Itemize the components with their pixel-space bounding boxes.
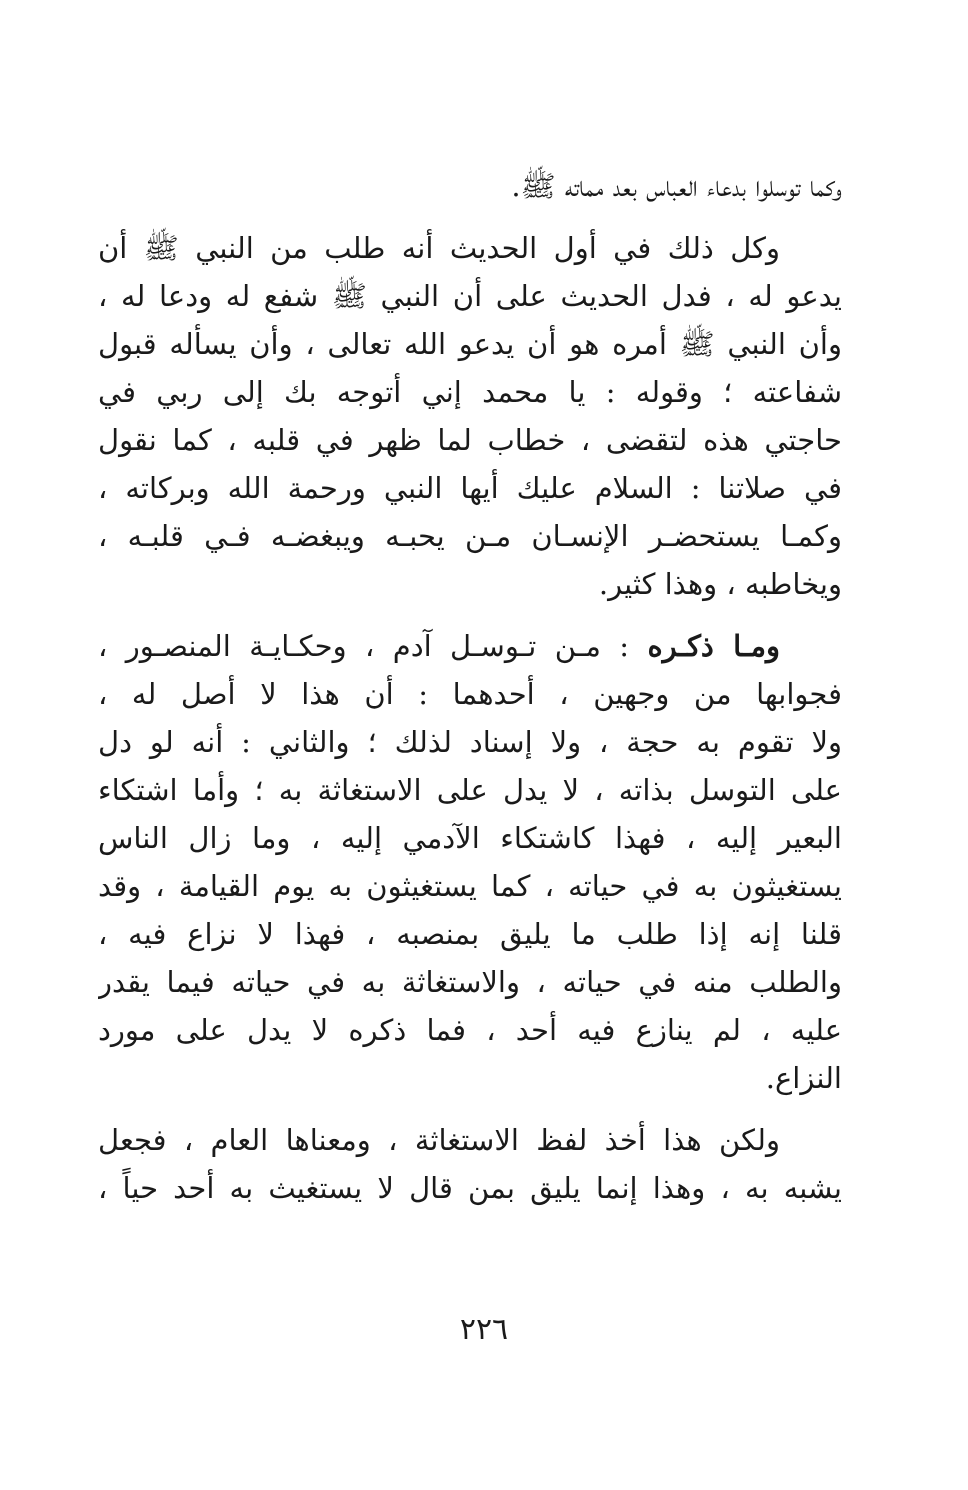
text-line: حاجتي هذه لتقضى ، خطاب لما ظهر في قلبه ، كما نقول [98, 423, 842, 457]
text-line: على التوسل بذاته ، لا يدل على الاستغاثة به ؛ وأما اشتكاء [98, 773, 842, 807]
text-line: وكمـا يستحضـر الإنسـان مـن يحبـه ويبغضـه فـي قلبـه ، [98, 519, 842, 553]
text-line: يدعو له ، فدل الحديث على أن النبي ﷺ شفع له ودعا له ، [98, 279, 842, 313]
text-line: النزاع. [765, 1061, 842, 1095]
text-line: شفاعته ؛ وقوله : يا محمد إني أتوجه بك إلى ربي في [98, 375, 842, 409]
text-line: ولا تقوم به حجة ، ولا إسناد لذلك ؛ والثاني : أنه لو دل [98, 725, 842, 759]
text-line: فجوابها من وجهين ، أحدهما : أن هذا لا أصل له ، [98, 677, 842, 711]
text-line: يستغيثون به في حياته ، كما يستغيثون به يوم القيامة ، وقد [98, 869, 842, 903]
text-line: وكل ذلك في أول الحديث أنه طلب من النبي ﷺ أن [98, 231, 780, 265]
text-line: والطلب منه في حياته ، والاستغاثة به في حياته فيما يقدر [98, 965, 842, 999]
text-line [98, 622, 842, 670]
text-line: يشبه به ، وهذا إنما يليق بمن قال لا يستغيث به أحد حياً ، [98, 1171, 842, 1205]
text-line: وأن النبي ﷺ أمره هو أن يدعو الله تعالى ، وأن يسأله قبول [98, 327, 842, 361]
text-line: عليه ، لم ينازع فيه أحد ، فما ذكره لا يدل على مورد [98, 1013, 842, 1047]
text-line: قلنا إنه إذا طلب ما يليق بمنصبه ، فهذا لا نزاع فيه ، [98, 917, 842, 951]
text-line: ويخاطبه ، وهذا كثير. [598, 567, 842, 601]
text-line: ولكن هذا أخذ لفظ الاستغاثة ، ومعناها العام ، فجعل [98, 1123, 780, 1157]
page-number: ٢٢٦ [459, 1312, 509, 1347]
text-line: وكما توسلوا بدعاء العباس بعد مماته ﷺ. [511, 169, 842, 203]
text-span: : مـن تـوسـل آدم ، وحكـايـة المنصـور ، [98, 629, 648, 663]
lead-phrase: ومـا ذكـره [647, 629, 780, 663]
text-line: البعير إليه ، فهذا كاشتكاء الآدمي إليه ، وما زال الناس [98, 821, 842, 855]
text-line: في صلاتنا : السلام عليك أيها النبي ورحمة الله وبركاته ، [98, 471, 842, 505]
body-text [98, 162, 842, 1212]
